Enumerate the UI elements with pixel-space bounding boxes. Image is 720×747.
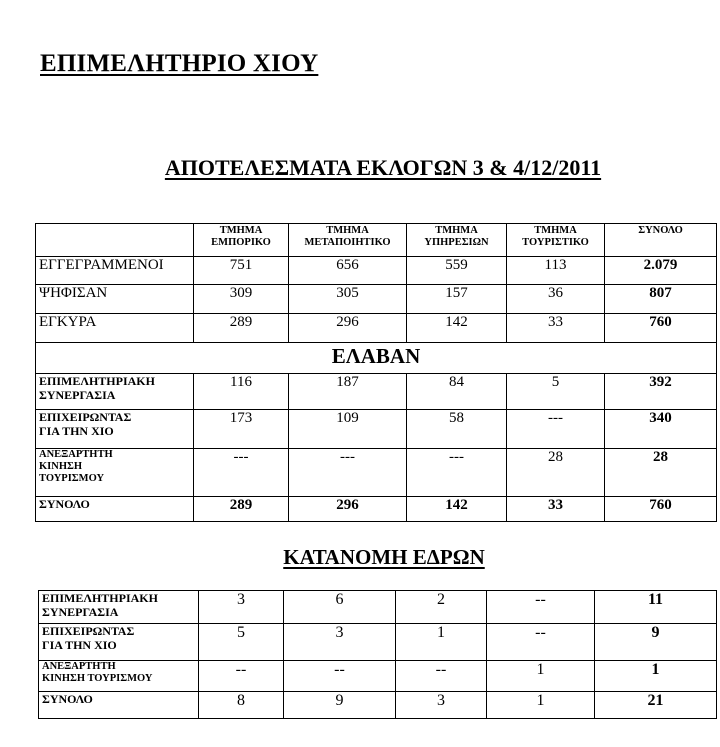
cell-value: -- (284, 661, 396, 692)
cell-value: 5 (507, 374, 605, 410)
cell-total: 760 (605, 497, 717, 522)
cell-value: 109 (289, 410, 407, 449)
cell-total: 11 (595, 591, 717, 624)
cell-value: 33 (507, 314, 605, 343)
cell-value: 8 (199, 692, 284, 719)
party-label: ΕΠΙΧΕΙΡΩΝΤΑΣ ΓΙΑ ΤΗΝ ΧΙΟ (39, 624, 199, 661)
cell-value: -- (487, 591, 595, 624)
cell-value: --- (407, 449, 507, 497)
cell-total: 2.079 (605, 257, 717, 285)
results-title: ΑΠΟΤΕΛΕΣΜΑΤΑ ΕΚΛΟΓΩΝ 3 & 4/12/2011 (164, 155, 602, 180)
row-label: ΕΓΓΕΓΡΑΜΜΕΝΟΙ (36, 257, 194, 285)
cell-value: 751 (194, 257, 289, 285)
row-label: ΨΗΦΙΣΑΝ (36, 285, 194, 314)
cell-value: 187 (289, 374, 407, 410)
cell-value: 2 (396, 591, 487, 624)
cell-value: --- (194, 449, 289, 497)
seats-title: ΚΑΤΑΝΟΜΗ ΕΔΡΩΝ (283, 545, 485, 569)
cell-value: 9 (284, 692, 396, 719)
cell-value: 3 (396, 692, 487, 719)
cell-value: 296 (289, 497, 407, 522)
cell-value: 28 (507, 449, 605, 497)
cell-value: 113 (507, 257, 605, 285)
cell-value: 33 (507, 497, 605, 522)
cell-value: 559 (407, 257, 507, 285)
cell-total: 392 (605, 374, 717, 410)
cell-total: 807 (605, 285, 717, 314)
table-row-party (39, 661, 717, 692)
seat-allocation-table (38, 590, 717, 719)
party-label: ΑΝΕΞΑΡΤΗΤΗ ΚΙΝΗΣΗ ΤΟΥΡΙΣΜΟΥ (39, 661, 199, 692)
cell-value: 58 (407, 410, 507, 449)
cell-value: 5 (199, 624, 284, 661)
table-row-party (39, 591, 717, 624)
header-row (36, 224, 717, 257)
cell-value: 142 (407, 497, 507, 522)
cell-value: --- (507, 410, 605, 449)
table-row-voted (36, 285, 717, 314)
cell-value: 142 (407, 314, 507, 343)
cell-value: 1 (487, 692, 595, 719)
cell-value: 289 (194, 314, 289, 343)
cell-value: 656 (289, 257, 407, 285)
cell-value: 157 (407, 285, 507, 314)
section-label: ΕΛΑΒΑΝ (36, 343, 717, 374)
section-row (36, 343, 717, 374)
party-label: ΕΠΙΧΕΙΡΩΝΤΑΣ ΓΙΑ ΤΗΝ ΧΙΟ (36, 410, 194, 449)
header-empty-cell (36, 224, 194, 257)
table-row-total (36, 497, 717, 522)
header-commercial: ΤΜΗΜΑ ΕΜΠΟΡΙΚΟ (194, 224, 289, 257)
cell-value: -- (396, 661, 487, 692)
cell-value: 84 (407, 374, 507, 410)
table-row-party (36, 374, 717, 410)
cell-value: 296 (289, 314, 407, 343)
total-label: ΣΥΝΟΛΟ (36, 497, 194, 522)
header-tourism: ΤΜΗΜΑ ΤΟΥΡΙΣΤΙΚΟ (507, 224, 605, 257)
cell-value: -- (487, 624, 595, 661)
cell-total: 760 (605, 314, 717, 343)
cell-value: 309 (194, 285, 289, 314)
document-title: ΕΠΙΜΕΛΗΤΗΡΙΟ ΧΙΟΥ (40, 50, 319, 77)
party-label: ΕΠΙΜΕΛΗΤΗΡΙΑΚΗ ΣΥΝΕΡΓΑΣΙΑ (36, 374, 194, 410)
cell-value: 289 (194, 497, 289, 522)
cell-total: 9 (595, 624, 717, 661)
row-label: ΕΓΚΥΡΑ (36, 314, 194, 343)
cell-value: --- (289, 449, 407, 497)
table-row-party (36, 410, 717, 449)
party-label: ΕΠΙΜΕΛΗΤΗΡΙΑΚΗ ΣΥΝΕΡΓΑΣΙΑ (39, 591, 199, 624)
total-label: ΣΥΝΟΛΟ (39, 692, 199, 719)
cell-value: 1 (487, 661, 595, 692)
cell-value: 3 (284, 624, 396, 661)
party-label: ΑΝΕΞΑΡΤΗΤΗ ΚΙΝΗΣΗ ΤΟΥΡΙΣΜΟΥ (36, 449, 194, 497)
cell-total: 21 (595, 692, 717, 719)
cell-total: 28 (605, 449, 717, 497)
header-total: ΣΥΝΟΛΟ (605, 224, 717, 257)
cell-value: -- (199, 661, 284, 692)
cell-value: 1 (396, 624, 487, 661)
cell-total: 1 (595, 661, 717, 692)
cell-value: 36 (507, 285, 605, 314)
cell-value: 3 (199, 591, 284, 624)
header-services: ΤΜΗΜΑ ΥΠΗΡΕΣΙΩΝ (407, 224, 507, 257)
cell-value: 116 (194, 374, 289, 410)
table-row-registered (36, 257, 717, 285)
table-row-total (39, 692, 717, 719)
table-row-party (39, 624, 717, 661)
election-results-table (35, 223, 717, 522)
header-manufacturing: ΤΜΗΜΑ ΜΕΤΑΠΟΙΗΤΙΚΟ (289, 224, 407, 257)
cell-value: 305 (289, 285, 407, 314)
cell-value: 6 (284, 591, 396, 624)
cell-value: 173 (194, 410, 289, 449)
table-row-valid (36, 314, 717, 343)
table-row-party (36, 449, 717, 497)
cell-total: 340 (605, 410, 717, 449)
